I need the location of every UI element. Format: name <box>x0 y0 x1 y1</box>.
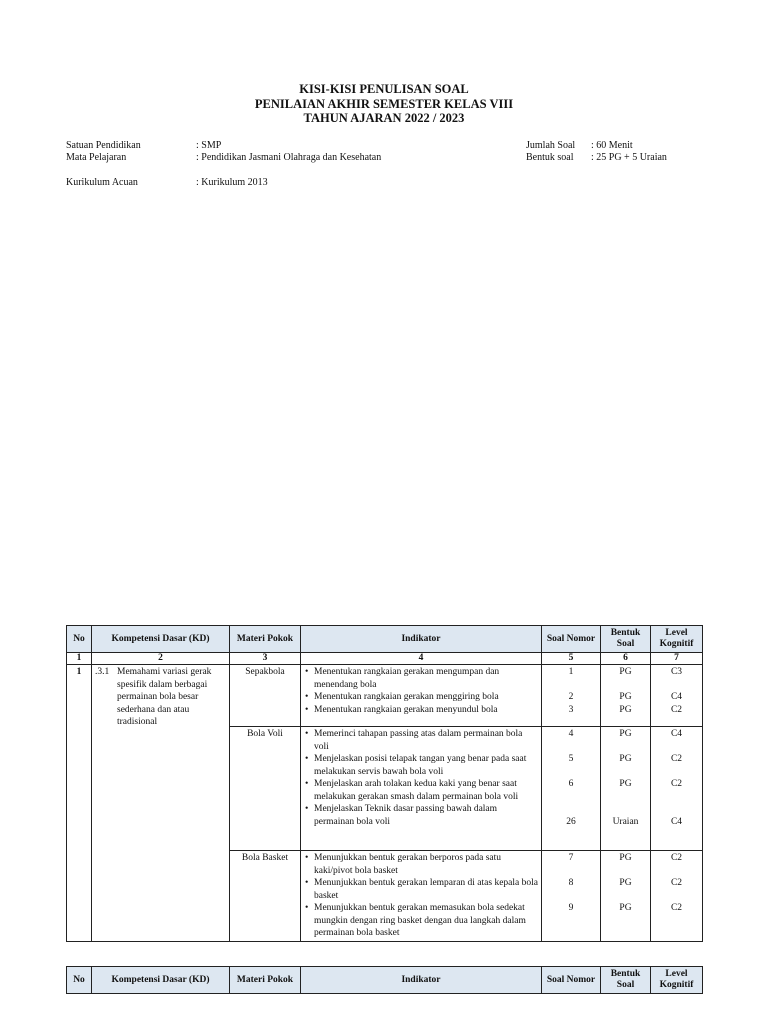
kisi-kisi-table-continued <box>66 966 703 994</box>
bentuk-value: : 25 PG + 5 Uraian <box>591 152 667 163</box>
bentuk-cell <box>601 727 651 851</box>
kurikulum-label: Kurikulum Acuan <box>66 177 138 188</box>
header-no: No <box>67 967 92 994</box>
kd-number: .3.1 <box>95 667 110 677</box>
kd-item <box>95 666 226 729</box>
header-kd: Kompetensi Dasar (KD) <box>92 626 230 653</box>
soal-number: 1 <box>568 667 574 677</box>
bentuk-value: PG <box>619 853 632 863</box>
soal-number: 8 <box>568 878 574 888</box>
level-value: C2 <box>670 704 683 715</box>
jumlah-label: Jumlah Soal <box>526 140 576 151</box>
column-number: 3 <box>230 653 301 665</box>
table-row-sepakbola <box>67 665 703 727</box>
level-value: C4 <box>670 729 683 739</box>
soal-number: 6 <box>568 779 574 789</box>
indikator-item: • Memerinci tahapan passing atas dalam permainan bola voli <box>304 728 538 753</box>
kurikulum-value: : Kurikulum 2013 <box>196 177 268 188</box>
indikator-item: • Menjelaskan arah tolakan kedua kaki yang benar saat melakukan gerakan smash dalam permainan bola voli <box>304 778 538 803</box>
bentuk-value: PG <box>619 729 632 739</box>
header-bentuk: Bentuk Soal <box>601 967 651 994</box>
indikator-item: • Menunjukkan bentuk gerakan lemparan di atas kepala bola basket <box>304 877 538 902</box>
level-value: C2 <box>670 853 683 863</box>
indikator-item: • Menentukan rangkaian gerakan mengumpan dan menendang bola <box>304 666 538 691</box>
header-bentuk: Bentuk Soal <box>601 626 651 653</box>
soal-number: 9 <box>568 903 574 913</box>
level-cell <box>651 727 703 851</box>
column-number: 4 <box>301 653 542 665</box>
column-number: 5 <box>542 653 601 665</box>
column-number: 6 <box>601 653 651 665</box>
header-materi: Materi Pokok <box>230 967 301 994</box>
indikator-cell <box>301 851 542 942</box>
satuan-value: : SMP <box>196 140 222 151</box>
jumlah-value: : 60 Menit <box>591 140 633 151</box>
bentuk-value: PG <box>619 667 632 677</box>
header-indikator: Indikator <box>301 626 542 653</box>
document-title <box>0 82 768 126</box>
indikator-item: • Menunjukkan bentuk gerakan berporos pada satu kaki/pivot bola basket <box>304 852 538 877</box>
soal-number: 2 <box>568 692 574 702</box>
soal-cell <box>542 851 601 942</box>
mapel-label: Mata Pelajaran <box>66 152 127 163</box>
level-value: C4 <box>670 692 683 702</box>
kd-text: Memahami variasi gerak spesifik dalam berbagai permainan bola besar sederhana dan atau tradisional <box>117 667 212 727</box>
bentuk-value: PG <box>619 754 632 764</box>
level-value: C3 <box>670 667 683 677</box>
column-number: 2 <box>92 653 230 665</box>
header-indikator: Indikator <box>301 967 542 994</box>
header-level: Level Kognitif <box>651 967 703 994</box>
header-soal: Soal Nomor <box>542 967 601 994</box>
soal-cell <box>542 665 601 727</box>
bentuk-value: PG <box>619 704 632 715</box>
level-value: C4 <box>670 816 683 827</box>
title-line-2: PENILAIAN AKHIR SEMESTER KELAS VIII <box>254 96 514 111</box>
indikator-item: • Menentukan rangkaian gerakan menggiring bola <box>304 691 538 704</box>
materi-cell: Bola Voli <box>230 727 301 851</box>
bentuk-label: Bentuk soal <box>526 152 574 163</box>
soal-cell <box>542 727 601 851</box>
materi-cell: Sepakbola <box>230 665 301 727</box>
column-number-row <box>67 653 703 665</box>
level-value: C2 <box>670 754 683 764</box>
meta-right <box>526 140 726 170</box>
soal-number: 5 <box>568 754 574 764</box>
indikator-item: • Menunjukkan bentuk gerakan memasukan bola sedekat mungkin dengan ring basket dengan dua langkah dalam permainan bola basket <box>304 902 538 940</box>
bentuk-value: PG <box>619 692 632 702</box>
indikator-item: • Menentukan rangkaian gerakan menyundul bola <box>304 704 538 717</box>
satuan-label: Satuan Pendidikan <box>66 140 141 151</box>
header-no: No <box>67 626 92 653</box>
kd-cell <box>92 665 230 942</box>
level-value: C2 <box>670 878 683 888</box>
indikator-item: • Menjelaskan posisi telapak tangan yang benar pada saat melakukan servis bawah bola voli <box>304 753 538 778</box>
meta-left <box>66 140 486 200</box>
bentuk-cell <box>601 851 651 942</box>
mapel-value: : Pendidikan Jasmani Olahraga dan Kesehatan <box>196 152 382 163</box>
header-materi: Materi Pokok <box>230 626 301 653</box>
table-header-row <box>67 967 703 994</box>
soal-number: 4 <box>568 729 574 739</box>
header-kd: Kompetensi Dasar (KD) <box>92 967 230 994</box>
level-value: C2 <box>670 903 683 913</box>
soal-number: 7 <box>568 853 574 863</box>
level-cell <box>651 665 703 727</box>
soal-number: 3 <box>568 704 574 715</box>
header-level: Level Kognitif <box>651 626 703 653</box>
column-number: 7 <box>651 653 703 665</box>
table-header-row <box>67 626 703 653</box>
header-soal: Soal Nomor <box>542 626 601 653</box>
indikator-item: • Menjelaskan Teknik dasar passing bawah dalam permainan bola voli <box>304 803 538 828</box>
bentuk-value: PG <box>619 903 632 913</box>
indikator-cell <box>301 727 542 851</box>
soal-number: 26 <box>566 816 576 827</box>
level-value: C2 <box>670 779 683 789</box>
bentuk-cell <box>601 665 651 727</box>
bentuk-value: PG <box>619 878 632 888</box>
row-number: 1 <box>67 665 92 942</box>
column-number: 1 <box>67 653 92 665</box>
indikator-cell <box>301 665 542 727</box>
title-line-3: TAHUN AJARAN 2022 / 2023 <box>303 111 465 125</box>
bentuk-value: Uraian <box>612 816 639 827</box>
materi-cell: Bola Basket <box>230 851 301 942</box>
level-cell <box>651 851 703 942</box>
kisi-kisi-table <box>66 625 703 942</box>
bentuk-value: PG <box>619 779 632 789</box>
title-line-1: KISI-KISI PENULISAN SOAL <box>299 82 469 96</box>
